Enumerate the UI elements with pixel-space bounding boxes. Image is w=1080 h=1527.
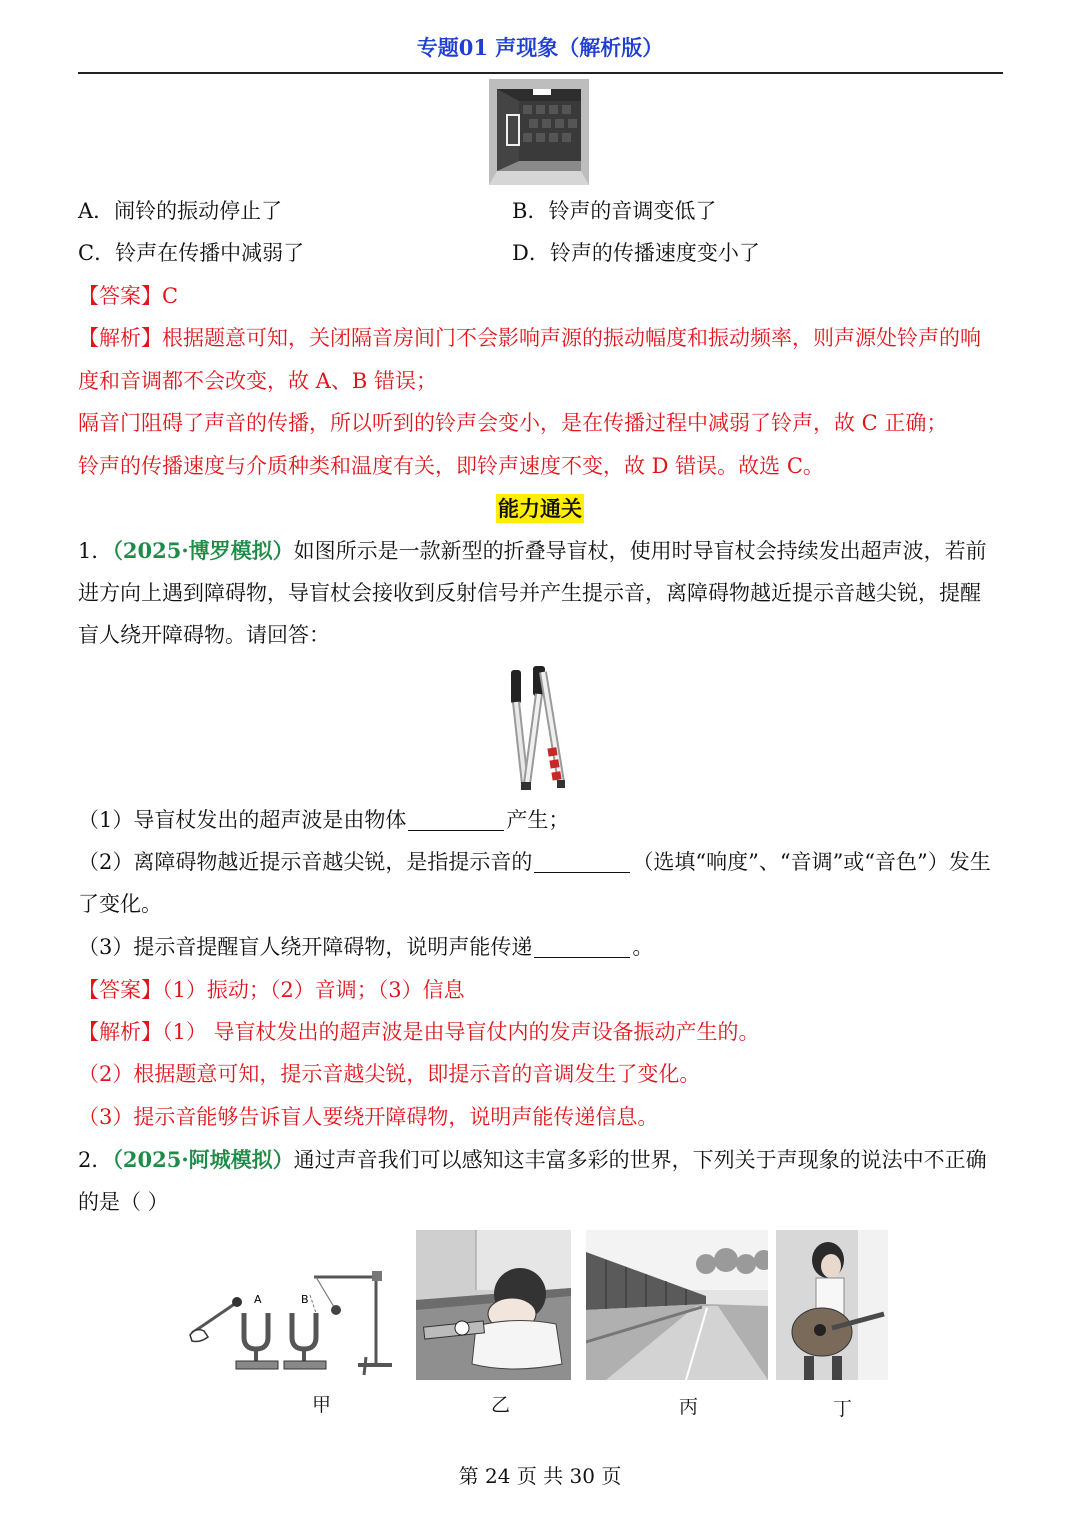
prev-analysis-line-3: 隔音门阻碍了声音的传播，所以听到的铃声会变小，是在传播过程中减弱了铃声，故 C 正确； bbox=[78, 411, 948, 435]
page-footer: 第 24 页 共 30 页 bbox=[458, 1464, 622, 1488]
folding-cane-image bbox=[505, 662, 575, 792]
q1-sub2: （2）离障碍物越近提示音越尖锐，是指提示音的 （选填“响度”、“音调”或“音色”）发生 bbox=[78, 850, 991, 874]
q2-stem-line-2: 的是（ ） bbox=[78, 1190, 169, 1214]
option-a: A．闹铃的振动停止了 bbox=[78, 199, 283, 223]
caption-ding: 丁 bbox=[833, 1398, 853, 1420]
section-title: 能力通关 bbox=[498, 496, 582, 521]
header-rule bbox=[78, 72, 1003, 74]
caption-jia: 甲 bbox=[312, 1394, 332, 1416]
q1-analysis-line-2: （2）根据题意可知，提示音越尖锐，即提示音的音调发生了变化。 bbox=[78, 1062, 701, 1086]
q1-analysis-line-3: （3）提示音能够告诉盲人要绕开障碍物，说明声能传递信息。 bbox=[78, 1105, 659, 1129]
page-header-title: 专题01 声现象（解析版） bbox=[416, 35, 664, 60]
caption-yi: 乙 bbox=[491, 1394, 511, 1416]
fork-label-a: A bbox=[254, 1293, 262, 1306]
soundproof-room-image bbox=[489, 79, 589, 185]
option-d: D．铃声的传播速度变小了 bbox=[512, 241, 760, 265]
q1-blank-2[interactable] bbox=[534, 850, 630, 873]
q1-sub3: （3）提示音提醒盲人绕开障碍物，说明声能传递 。 bbox=[78, 935, 654, 959]
option-b: B．铃声的音调变低了 bbox=[512, 199, 717, 223]
q1-stem-line-2: 进方向上遇到障碍物，导盲杖会接收到反射信号并产生提示音，离障碍物越近提示音越尖锐，提醒 bbox=[78, 581, 981, 605]
q1-blank-1[interactable] bbox=[408, 808, 504, 831]
q1-analysis-line-1: 【解析】（1） 导盲杖发出的超声波是由导盲仗内的发声设备振动产生的。 bbox=[78, 1020, 760, 1044]
caption-bing: 丙 bbox=[679, 1396, 699, 1418]
tuning-fork-figure bbox=[188, 1265, 393, 1380]
q1-stem-line-1: 1．（2025·博罗模拟）如图所示是一款新型的折叠导盲杖，使用时导盲杖会持续发出超声波，若前 bbox=[78, 538, 987, 563]
sound-barrier-figure bbox=[586, 1230, 768, 1380]
girl-guitar-figure bbox=[776, 1230, 888, 1380]
q1-stem-line-3: 盲人绕开障碍物。请回答： bbox=[78, 623, 330, 647]
q1-sub1: （1）导盲杖发出的超声波是由物体 产生； bbox=[78, 808, 570, 832]
prev-answer: 【答案】C bbox=[78, 284, 179, 308]
q1-sub2-cont: 了变化。 bbox=[78, 892, 162, 916]
option-c: C．铃声在传播中减弱了 bbox=[78, 241, 305, 265]
prev-analysis-line-2: 度和音调都不会改变，故 A、B 错误； bbox=[78, 369, 437, 393]
prev-analysis-line-4: 铃声的传播速度与介质种类和温度有关，即铃声速度不变，故 D 错误。故选 C。 bbox=[78, 454, 824, 478]
prev-analysis-line-1: 【解析】根据题意可知，关闭隔音房间门不会影响声源的振动幅度和振动频率，则声源处铃声的响 bbox=[78, 326, 981, 350]
q2-stem-line-1: 2．（2025·阿城模拟）通过声音我们可以感知这丰富多彩的世界，下列关于声现象的说法中不正确 bbox=[78, 1147, 987, 1172]
boy-watch-figure bbox=[416, 1230, 571, 1380]
fork-label-b: B bbox=[301, 1293, 309, 1306]
q1-blank-3[interactable] bbox=[534, 935, 630, 958]
q1-answer: 【答案】（1）振动；（2）音调；（3）信息 bbox=[78, 978, 465, 1002]
